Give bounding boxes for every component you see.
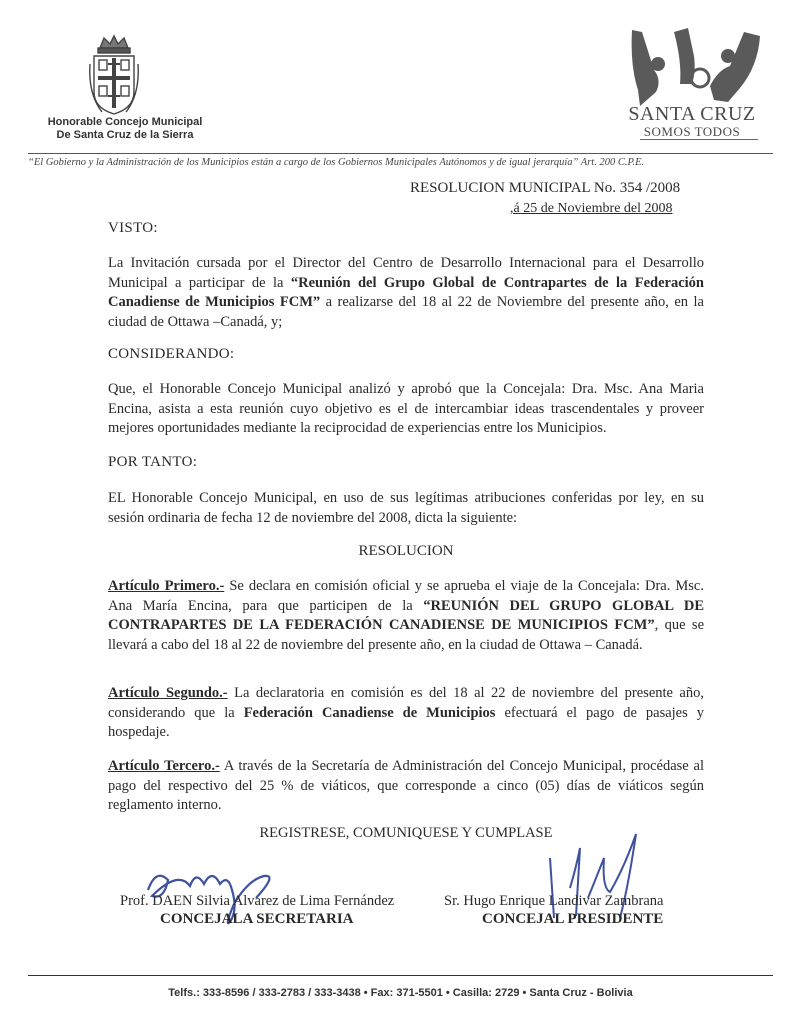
considerando-paragraph: Que, el Honorable Concejo Municipal analizó y aprobó que la Concejala: Dra. Msc. Ana Maria Encina, asista a esta reunión cuyo objetivo es el de intercambiar ideas trascendentales y proveer mejores oportunidades mediante la reciprocidad de experiencias entre los Municipios. (108, 381, 704, 436)
article-2-text-b: efectuará el pago de pasajes y hospedaje. (108, 704, 704, 740)
por-tanto-heading: POR TANTO: (108, 454, 198, 470)
signature-left-title: CONCEJALA SECRETARIA (160, 911, 354, 927)
brand-slogan: SOMOS TODOS (643, 124, 741, 139)
resolution-number: RESOLUCION MUNICIPAL No. 354 /2008 (410, 180, 681, 196)
brand-divider (640, 139, 758, 140)
footer-rule (28, 975, 773, 976)
article-2-label: Artículo Segundo.- (108, 685, 228, 701)
considerando-heading: CONSIDERANDO: (108, 346, 235, 362)
article-1 (108, 577, 704, 655)
signature-right-name: Sr. Hugo Enrique Landivar Zambrana (444, 893, 664, 909)
visto-event-name: “Reunión del Grupo Global de Contrapartes de la Federación Canadiense de Municipios FCM” (108, 274, 704, 310)
article-1-text-a: Se declara en comisión oficial y se aprueba el viaje de la Concejala: Dra. Msc. Ana María Encina, para que participen de la (108, 578, 704, 614)
coat-of-arms-icon (88, 34, 140, 118)
council-line-1: Honorable Concejo Municipal (47, 116, 203, 128)
signature-left-name: Prof. DAEN Silvia Alvarez de Lima Fernández (120, 893, 395, 909)
resolucion-heading: RESOLUCION (358, 543, 454, 559)
article-1-text-b: , que se llevará a cabo del 18 al 22 de noviembre del presente año, en la ciudad de Ottawa – Canadá. (108, 617, 705, 653)
contact-footer: Telfs.: 333-8596 / 333-2783 / 333-3438 • Fax: 371-5501 • Casilla: 2729 • Santa Cruz - Bolivia (168, 987, 633, 999)
santa-cruz-logo-icon (612, 26, 774, 108)
closing-formula: REGISTRESE, COMUNIQUESE Y CUMPLASE (259, 825, 553, 841)
visto-heading: VISTO: (108, 220, 158, 236)
header-rule (28, 153, 773, 154)
visto-text-b: a realizarse del 18 al 22 de Noviembre del presente año, en la ciudad de Ottawa –Canadá, y; (108, 294, 704, 330)
brand-text (612, 103, 772, 139)
visto-text-a: La Invitación cursada por el Director del Centro de Desarrollo Internacional para el Desarrollo Municipal a participar de la (108, 255, 704, 291)
constitution-quote: “El Gobierno y la Administración de los Municipios están a cargo de los Gobiernos Municipales Autónomos y de igual jerarquía” Art. 200 C.P.E. (28, 157, 645, 168)
resolution-date: ,á 25 de Noviembre del 2008 (510, 201, 673, 216)
council-name (30, 116, 220, 142)
article-2 (108, 684, 704, 743)
signature-right-title: CONCEJAL PRESIDENTE (482, 911, 664, 927)
article-3-label: Artículo Tercero.- (108, 758, 220, 774)
article-3 (108, 757, 704, 816)
article-1-event-name: “REUNIÓN DEL GRUPO GLOBAL DE CONTRAPARTES DE LA FEDERACIÓN CANADIENSE DE MUNICIPIOS FCM” (108, 597, 704, 633)
article-2-federation: Federación Canadiense de Municipios (243, 704, 496, 721)
por-tanto-paragraph: EL Honorable Concejo Municipal, en uso de sus legítimas atribuciones conferidas por ley, en su sesión ordinaria de fecha 12 de noviembre del 2008, dicta la siguiente: (108, 490, 704, 526)
council-line-2: De Santa Cruz de la Sierra (56, 129, 194, 141)
brand-name: SANTA CRUZ (628, 103, 756, 125)
article-2-text-a: La declaratoria en comisión es del 18 al 22 de noviembre del presente año, considerando que la (108, 685, 704, 721)
article-1-label: Artículo Primero.- (108, 578, 225, 594)
article-3-text-a: A través de la Secretaría de Administración del Concejo Municipal, procédase al pago del respectivo del 25 % de viáticos, que corresponde a cinco (05) días de viáticos según reglamento interno. (108, 758, 705, 813)
visto-paragraph (108, 254, 704, 332)
